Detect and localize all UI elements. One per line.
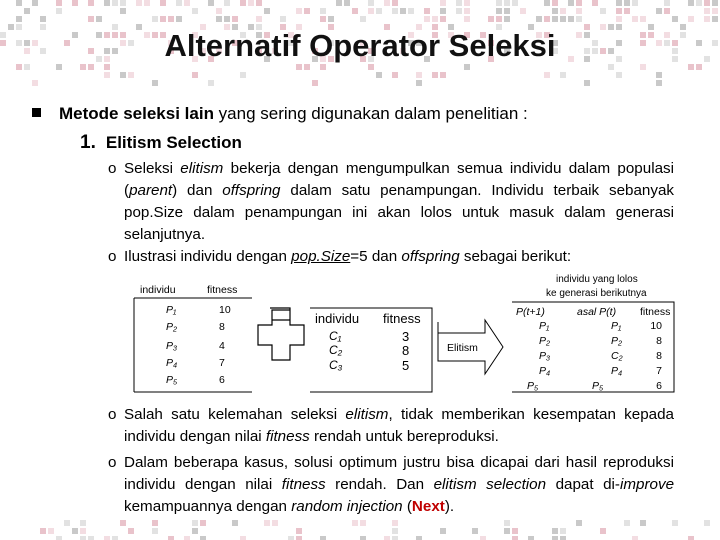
pattern-square <box>504 16 510 22</box>
pattern-square <box>48 528 54 534</box>
pattern-square <box>712 0 718 6</box>
pattern-square <box>696 64 702 70</box>
pattern-square <box>464 0 470 6</box>
pattern-square <box>240 536 246 540</box>
pattern-square <box>288 536 294 540</box>
pattern-square <box>120 8 126 14</box>
pattern-square <box>440 72 446 78</box>
pattern-square <box>80 64 86 70</box>
parent-cell-fitness: 7 <box>219 357 225 369</box>
pattern-square <box>392 520 398 526</box>
parent-table-frame <box>134 298 252 392</box>
pattern-square <box>640 64 646 70</box>
pattern-square <box>600 528 606 534</box>
pattern-square <box>576 520 582 526</box>
pattern-square <box>40 528 46 534</box>
pattern-square <box>504 520 510 526</box>
parent-cell-individu: P₃ <box>166 340 178 352</box>
pattern-square <box>128 528 134 534</box>
result-cell-fitness: 8 <box>656 335 662 347</box>
result-header-fitness: fitness <box>640 306 671 318</box>
pattern-square <box>624 520 630 526</box>
pattern-square <box>192 528 198 534</box>
result-cell-fitness: 6 <box>656 380 662 392</box>
pattern-square <box>208 80 214 86</box>
pattern-square <box>88 16 94 22</box>
pattern-square <box>432 16 438 22</box>
offspring-cell-individu: C₂ <box>329 343 343 357</box>
pattern-square <box>344 0 350 6</box>
pattern-square <box>688 64 694 70</box>
pattern-square <box>232 520 238 526</box>
text-segment: ( <box>402 498 412 515</box>
text-segment: elitism <box>345 406 389 423</box>
pattern-square <box>440 0 446 6</box>
point-4 <box>108 452 674 518</box>
result-header-asal: asal P(t) <box>577 306 617 318</box>
text-segment: bekerja dengan mengumpulkan semua individu dalam populasi ( <box>124 160 674 199</box>
pattern-square <box>176 0 182 6</box>
pattern-square <box>552 0 558 6</box>
pattern-square <box>616 0 622 6</box>
pattern-square <box>152 16 158 22</box>
pattern-square <box>464 16 470 22</box>
pattern-square <box>616 16 622 22</box>
pattern-square <box>112 536 118 540</box>
pattern-square <box>552 528 558 534</box>
pattern-square <box>664 8 670 14</box>
pattern-square <box>704 16 710 22</box>
item-number: 1. <box>80 132 96 153</box>
pattern-square <box>536 16 542 22</box>
offspring-header-individu: individu <box>315 311 360 326</box>
text-segment: dapat di- <box>546 476 620 493</box>
result-caption-line2: ke generasi berikutnya <box>546 288 647 299</box>
pattern-square <box>480 536 486 540</box>
pattern-square <box>200 536 206 540</box>
result-cell-asal: P₄ <box>611 365 623 377</box>
pattern-square <box>416 80 422 86</box>
pattern-square <box>504 528 510 534</box>
text-segment: =5 dan <box>350 248 402 265</box>
pattern-square <box>688 0 694 6</box>
pattern-square <box>128 72 134 78</box>
pattern-square <box>32 0 38 6</box>
parent-header-individu: individu <box>140 284 176 296</box>
pattern-square <box>72 0 78 6</box>
pattern-square <box>560 8 566 14</box>
pattern-square <box>88 0 94 6</box>
pattern-square <box>672 16 678 22</box>
point-text <box>124 246 674 268</box>
point-text <box>124 452 674 518</box>
pattern-square <box>304 8 310 14</box>
circle-bullet-icon: o <box>108 454 117 471</box>
pattern-square <box>296 64 302 70</box>
pattern-square <box>376 8 382 14</box>
pattern-square <box>464 8 470 14</box>
parent-header-fitness: fitness <box>207 284 238 296</box>
pattern-square <box>256 16 262 22</box>
result-cell-p: P₅ <box>527 380 539 392</box>
decorative-pattern-bottom <box>0 520 720 540</box>
pattern-square <box>616 72 622 78</box>
pattern-square <box>416 72 422 78</box>
pattern-square <box>304 64 310 70</box>
pattern-square <box>424 16 430 22</box>
pattern-square <box>368 8 374 14</box>
pattern-square <box>640 520 646 526</box>
pattern-square <box>408 8 414 14</box>
pattern-square <box>120 0 126 6</box>
pattern-square <box>576 16 582 22</box>
offspring-cell-fitness: 3 <box>402 329 410 344</box>
next-link[interactable]: Next <box>411 498 445 515</box>
result-cell-asal: C₂ <box>611 350 623 362</box>
result-cell-asal: P₁ <box>611 320 622 332</box>
result-cell-fitness: 10 <box>650 320 662 332</box>
pattern-square <box>280 16 286 22</box>
text-segment: fitness <box>281 476 326 493</box>
text-segment: offspring <box>222 182 281 199</box>
text-segment: dalam satu penampungan. Individu terbaik sebanyak pop.Size dalam penampungan ini akan lolos untuk masuk dalam generasi selanjutnya. <box>124 182 674 243</box>
pattern-square <box>216 8 222 14</box>
pattern-square <box>360 520 366 526</box>
pattern-square <box>120 72 126 78</box>
parent-cell-individu: P₁ <box>166 304 177 316</box>
pattern-square <box>560 72 566 78</box>
pattern-square <box>144 0 150 6</box>
parent-cell-fitness: 8 <box>219 321 225 333</box>
pattern-square <box>56 536 62 540</box>
pattern-square <box>152 528 158 534</box>
pattern-square <box>184 0 190 6</box>
text-segment: pop.Size <box>291 248 351 265</box>
pattern-square <box>472 528 478 534</box>
pattern-square <box>208 0 214 6</box>
circle-bullet-icon: o <box>108 248 117 265</box>
text-segment: fitness <box>265 428 310 445</box>
pattern-square <box>360 536 366 540</box>
bullet-methods <box>32 104 528 124</box>
text-segment: elitism <box>180 160 224 177</box>
pattern-square <box>552 536 558 540</box>
parent-cell-fitness: 10 <box>219 304 231 316</box>
pattern-square <box>712 8 718 14</box>
pattern-square <box>192 72 198 78</box>
result-cell-fitness: 7 <box>656 365 662 377</box>
pattern-square <box>56 8 62 14</box>
pattern-square <box>296 528 302 534</box>
text-segment: Seleksi <box>124 160 181 177</box>
pattern-square <box>624 8 630 14</box>
pattern-square <box>264 8 270 14</box>
offspring-header-fitness: fitness <box>383 311 421 326</box>
pattern-square <box>632 0 638 6</box>
offspring-cell-individu: C₃ <box>329 358 343 372</box>
square-bullet-icon <box>32 108 41 117</box>
pattern-square <box>624 0 630 6</box>
pattern-square <box>296 536 302 540</box>
bullet-bold: Metode seleksi lain <box>59 104 214 123</box>
pattern-square <box>664 0 670 6</box>
text-segment: Salah satu kelemahan seleksi <box>124 406 346 423</box>
parent-cell-fitness: 4 <box>219 340 225 352</box>
pattern-square <box>528 536 534 540</box>
pattern-square <box>504 8 510 14</box>
pattern-square <box>104 0 110 6</box>
pattern-square <box>384 536 390 540</box>
pattern-square <box>488 16 494 22</box>
pattern-square <box>40 16 46 22</box>
text-segment: ) dan <box>172 182 223 199</box>
pattern-square <box>464 64 470 70</box>
pattern-square <box>544 0 550 6</box>
pattern-square <box>640 16 646 22</box>
pattern-square <box>496 16 502 22</box>
pattern-square <box>224 0 230 6</box>
pattern-square <box>544 72 550 78</box>
pattern-square <box>80 536 86 540</box>
pattern-square <box>224 16 230 22</box>
pattern-square <box>568 0 574 6</box>
text-segment: rendah untuk bereproduksi. <box>309 428 499 445</box>
pattern-square <box>248 0 254 6</box>
pattern-square <box>368 64 374 70</box>
pattern-square <box>320 8 326 14</box>
pattern-square <box>296 8 302 14</box>
pattern-square <box>320 536 326 540</box>
pattern-square <box>112 0 118 6</box>
pattern-square <box>496 8 502 14</box>
pattern-square <box>704 520 710 526</box>
result-cell-asal: P₅ <box>592 380 604 392</box>
text-segment: , tidak memberikan kesempatan kepada individu dengan nilai <box>124 406 674 445</box>
pattern-square <box>80 520 86 526</box>
point-text <box>124 158 674 246</box>
offspring-cell-fitness: 8 <box>402 343 410 358</box>
pattern-square <box>16 16 22 22</box>
result-cell-p: P₁ <box>539 320 550 332</box>
result-caption-line1: individu yang lolos <box>556 274 638 285</box>
pattern-square <box>160 0 166 6</box>
pattern-square <box>256 0 262 6</box>
parent-cell-fitness: 6 <box>219 374 225 386</box>
pattern-square <box>552 8 558 14</box>
text-segment: offspring <box>401 248 460 265</box>
pattern-square <box>184 536 190 540</box>
pattern-square <box>384 0 390 6</box>
pattern-square <box>96 16 102 22</box>
pattern-square <box>376 72 382 78</box>
pattern-square <box>360 16 366 22</box>
pattern-square <box>232 16 238 22</box>
pattern-square <box>552 16 558 22</box>
parent-cell-individu: P₄ <box>166 357 178 369</box>
circle-bullet-icon: o <box>108 160 117 177</box>
pattern-square <box>240 72 246 78</box>
pattern-square <box>568 16 574 22</box>
numbered-item <box>80 132 242 154</box>
pattern-square <box>592 0 598 6</box>
text-segment: kemampuannya dengan <box>124 498 292 515</box>
pattern-square <box>336 0 342 6</box>
text-segment: elitism selection <box>433 476 547 493</box>
pattern-square <box>312 80 318 86</box>
pattern-square <box>88 64 94 70</box>
pattern-square <box>104 536 110 540</box>
pattern-square <box>440 16 446 22</box>
result-cell-fitness: 8 <box>656 350 662 362</box>
pattern-square <box>584 80 590 86</box>
pattern-square <box>264 520 270 526</box>
pattern-square <box>80 528 86 534</box>
point-3 <box>108 404 674 448</box>
pattern-square <box>504 0 510 6</box>
pattern-square <box>672 520 678 526</box>
pattern-square <box>240 0 246 6</box>
pattern-square <box>392 528 398 534</box>
pattern-square <box>632 536 638 540</box>
pattern-square <box>368 0 374 6</box>
pattern-square <box>520 8 526 14</box>
pattern-square <box>496 0 502 6</box>
result-cell-p: P₃ <box>539 350 551 362</box>
pattern-square <box>512 536 518 540</box>
pattern-square <box>352 520 358 526</box>
result-cell-asal: P₂ <box>611 335 623 347</box>
result-cell-p: P₂ <box>539 335 551 347</box>
pattern-square <box>320 16 326 22</box>
elitism-label: Elitism <box>447 342 478 354</box>
pattern-square <box>56 0 62 6</box>
pattern-square <box>24 64 30 70</box>
text-segment: sebagai berikut: <box>459 248 572 265</box>
pattern-square <box>88 536 94 540</box>
pattern-square <box>16 64 22 70</box>
result-header-p: P(t+1) <box>516 306 545 318</box>
text-segment: ). <box>444 498 455 515</box>
pattern-square <box>688 536 694 540</box>
pattern-square <box>120 520 126 526</box>
item-label: Elitism Selection <box>105 133 242 152</box>
pattern-square <box>16 0 22 6</box>
slide-title: Alternatif Operator Seleksi <box>164 28 556 63</box>
pattern-square <box>152 80 158 86</box>
pattern-square <box>656 8 662 14</box>
pattern-square <box>576 8 582 14</box>
pattern-square <box>512 0 518 6</box>
point-2 <box>108 246 674 268</box>
pattern-square <box>56 64 62 70</box>
parent-cell-individu: P₂ <box>166 321 178 333</box>
pattern-square <box>440 528 446 534</box>
pattern-square <box>704 8 710 14</box>
pattern-square <box>392 0 398 6</box>
pattern-square <box>320 64 326 70</box>
pattern-square <box>32 80 38 86</box>
pattern-square <box>712 16 718 22</box>
pattern-square <box>200 520 206 526</box>
pattern-square <box>168 16 174 22</box>
pattern-square <box>608 64 614 70</box>
pattern-square <box>192 520 198 526</box>
offspring-cell-individu: C₁ <box>329 329 342 343</box>
pattern-square <box>432 72 438 78</box>
pattern-square <box>160 16 166 22</box>
pattern-square <box>600 8 606 14</box>
pattern-square <box>704 0 710 6</box>
pattern-square <box>392 8 398 14</box>
text-segment: random injection <box>291 498 403 515</box>
pattern-square <box>416 536 422 540</box>
pattern-square <box>104 64 110 70</box>
pattern-square <box>616 8 622 14</box>
pattern-square <box>352 8 358 14</box>
pattern-square <box>392 72 398 78</box>
text-segment: rendah. Dan <box>325 476 434 493</box>
pattern-square <box>328 16 334 22</box>
pattern-square <box>216 16 222 22</box>
pattern-square <box>440 8 446 14</box>
pattern-square <box>576 0 582 6</box>
pattern-square <box>400 8 406 14</box>
pattern-square <box>656 72 662 78</box>
pattern-square <box>696 0 702 6</box>
pattern-square <box>656 80 662 86</box>
text-segment: improve <box>620 476 675 493</box>
pattern-square <box>512 528 518 534</box>
pattern-square <box>560 528 566 534</box>
pattern-square <box>192 8 198 14</box>
point-1 <box>108 158 674 246</box>
pattern-square <box>688 16 694 22</box>
pattern-square <box>456 0 462 6</box>
pattern-square <box>560 16 566 22</box>
result-cell-p: P₄ <box>539 365 551 377</box>
pattern-square <box>24 8 30 14</box>
parent-cell-individu: P₅ <box>166 374 178 386</box>
pattern-square <box>456 8 462 14</box>
bullet-rest: yang sering digunakan dalam penelitian : <box>213 104 528 123</box>
pattern-square <box>72 528 78 534</box>
text-segment: parent <box>129 182 173 199</box>
text-segment: Ilustrasi individu dengan <box>124 248 292 265</box>
pattern-square <box>176 16 182 22</box>
pattern-square <box>544 16 550 22</box>
pattern-square <box>104 72 110 78</box>
pattern-square <box>272 520 278 526</box>
offspring-cell-fitness: 5 <box>402 358 410 373</box>
pattern-square <box>152 520 158 526</box>
plus-icon <box>258 308 304 360</box>
circle-bullet-icon: o <box>108 406 117 423</box>
point-text <box>124 404 674 448</box>
pattern-square <box>632 16 638 22</box>
pattern-square <box>424 8 430 14</box>
pattern-square <box>136 0 142 6</box>
pattern-square <box>392 536 398 540</box>
text-segment: Dalam beberapa kasus, solusi optimum justru bisa dicapai dari hasil reproduksi individu dengan nilai <box>124 454 674 493</box>
pattern-square <box>168 536 174 540</box>
pattern-square <box>64 520 70 526</box>
pattern-square <box>560 536 566 540</box>
